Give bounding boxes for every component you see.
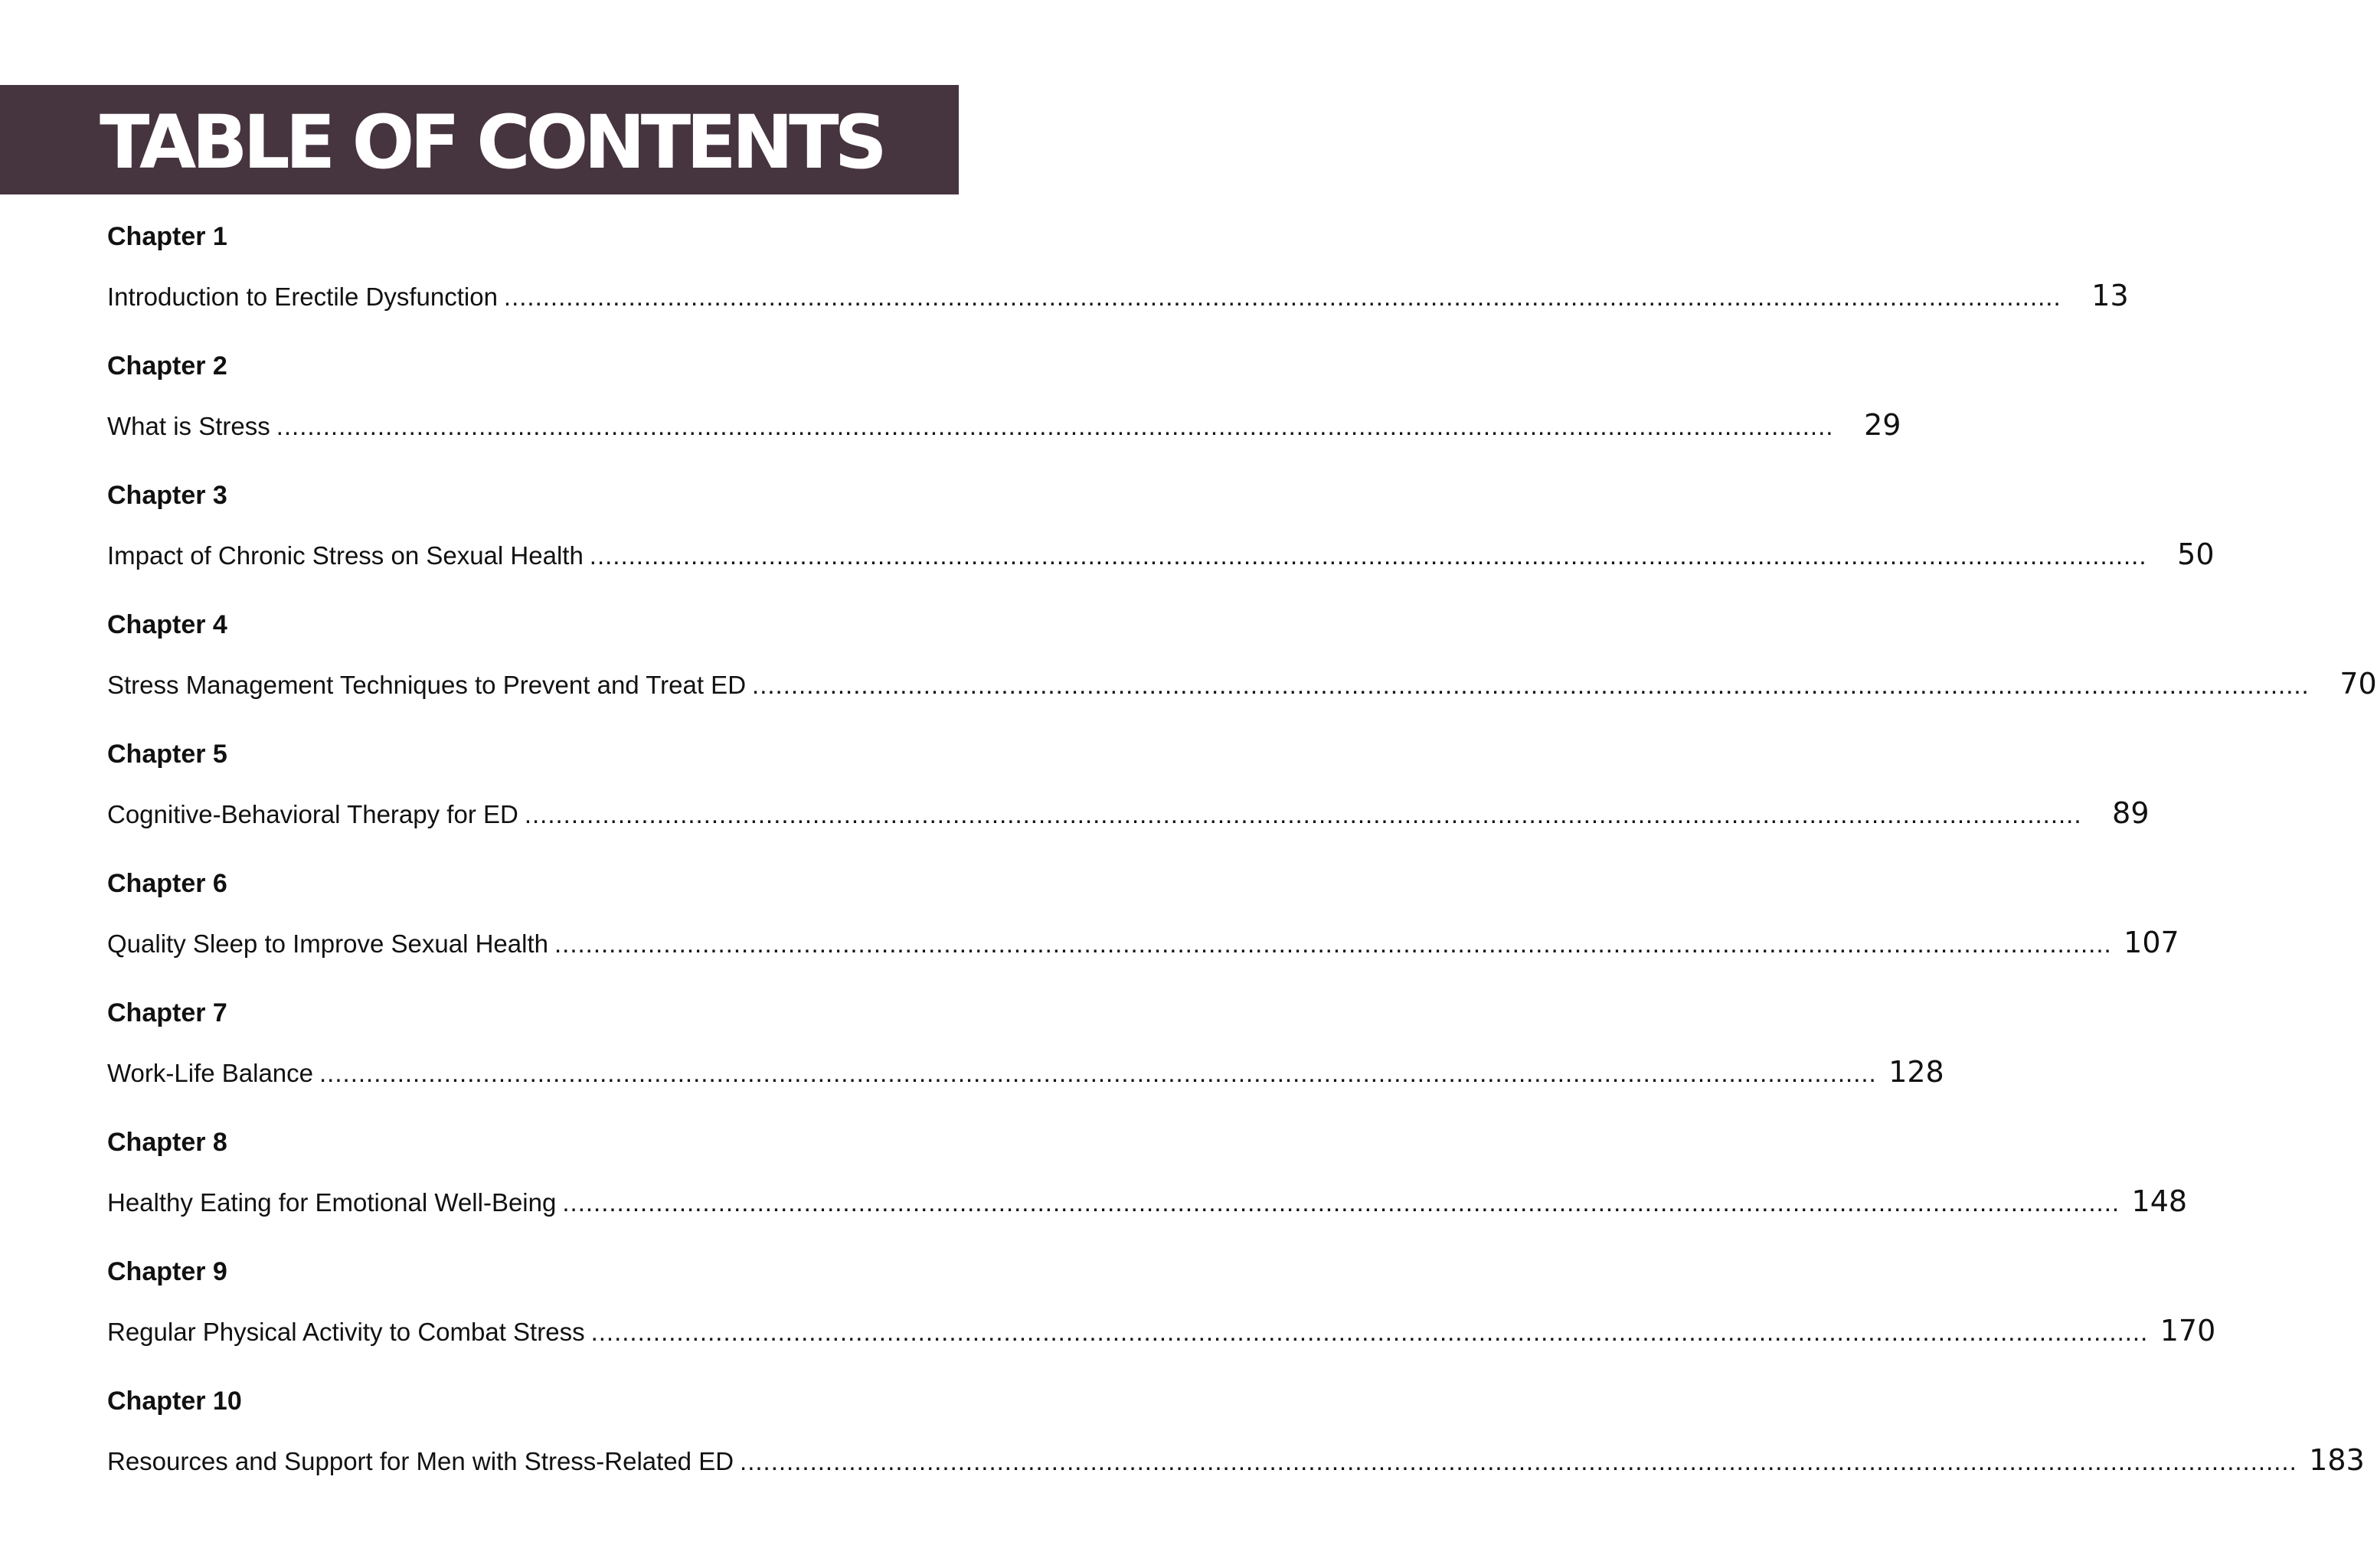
toc-entry[interactable]	[107, 408, 1901, 446]
chapter-label: Chapter 8	[107, 1128, 227, 1157]
toc-entry[interactable]	[107, 1184, 2188, 1223]
chapter-label: Chapter 3	[107, 481, 227, 510]
entry-title: Quality Sleep to Improve Sexual Health	[107, 929, 548, 958]
toc-entry[interactable]	[107, 279, 2129, 317]
page-number: 183	[2309, 1443, 2365, 1477]
toc-chapter-6	[107, 861, 2179, 991]
toc-chapter-2	[107, 344, 1901, 473]
toc-entry[interactable]	[107, 1443, 2365, 1481]
page-number: 50	[2177, 537, 2215, 571]
dot-leader: ........................................................................................................................................................................................................	[319, 1059, 1877, 1087]
dot-leader: ........................................................................................................................................................................................................	[554, 929, 2112, 958]
chapter-label: Chapter 2	[107, 351, 227, 381]
page-number: 107	[2124, 926, 2179, 959]
entry-title: Impact of Chronic Stress on Sexual Health	[107, 541, 584, 570]
chapter-label: Chapter 7	[107, 998, 227, 1027]
page-number: 170	[2160, 1314, 2216, 1348]
toc-chapter-9	[107, 1250, 2216, 1379]
toc-entry[interactable]	[107, 926, 2179, 964]
dot-leader: ........................................................................................................................................................................................................	[562, 1188, 2120, 1217]
title-banner	[0, 85, 959, 194]
page-number: 29	[1864, 408, 1901, 442]
toc-entry[interactable]	[107, 537, 2215, 576]
entry-title: What is Stress	[107, 412, 270, 440]
toc-chapter-8	[107, 1120, 2188, 1250]
dot-leader: ........................................................................................................................................................................................................	[524, 800, 2082, 828]
dot-leader: ........................................................................................................................................................................................................	[276, 412, 1834, 440]
page-number: 89	[2112, 796, 2150, 830]
chapter-label: Chapter 6	[107, 869, 227, 898]
chapter-label: Chapter 9	[107, 1257, 227, 1286]
toc-entry[interactable]	[107, 796, 2150, 835]
table-of-contents	[107, 214, 2377, 1508]
entry-title: Work-Life Balance	[107, 1059, 314, 1087]
toc-chapter-4	[107, 603, 2377, 732]
dot-leader: ........................................................................................................................................................................................................	[752, 671, 2310, 699]
toc-chapter-3	[107, 473, 2215, 603]
dot-leader: ........................................................................................................................................................................................................	[740, 1447, 2297, 1475]
dot-leader: ........................................................................................................................................................................................................	[590, 1318, 2149, 1346]
entry-title: Healthy Eating for Emotional Well-Being	[107, 1188, 557, 1217]
chapter-label: Chapter 4	[107, 610, 227, 639]
chapter-label: Chapter 1	[107, 222, 227, 251]
page-number: 13	[2091, 279, 2129, 312]
entry-title: Resources and Support for Men with Stress-Related ED	[107, 1447, 734, 1475]
toc-chapter-10	[107, 1379, 2365, 1508]
dot-leader: ........................................................................................................................................................................................................	[503, 283, 2061, 311]
page-title: TABLE OF CONTENTS	[100, 100, 883, 185]
page-number: 128	[1888, 1055, 1944, 1089]
chapter-label: Chapter 5	[107, 740, 227, 769]
toc-entry[interactable]	[107, 667, 2377, 705]
entry-title: Introduction to Erectile Dysfunction	[107, 283, 498, 311]
entry-title: Stress Management Techniques to Prevent and Treat ED	[107, 671, 747, 699]
dot-leader: ........................................................................................................................................................................................................	[589, 541, 2147, 570]
page-number: 70	[2339, 667, 2377, 701]
toc-chapter-7	[107, 991, 1944, 1120]
toc-chapter-5	[107, 732, 2150, 861]
entry-title: Regular Physical Activity to Combat Stress	[107, 1318, 585, 1346]
toc-entry[interactable]	[107, 1314, 2216, 1352]
entry-title: Cognitive-Behavioral Therapy for ED	[107, 800, 518, 828]
chapter-label: Chapter 10	[107, 1387, 242, 1416]
toc-chapter-1	[107, 214, 2129, 344]
toc-entry[interactable]	[107, 1055, 1944, 1093]
page-number: 148	[2131, 1184, 2188, 1218]
